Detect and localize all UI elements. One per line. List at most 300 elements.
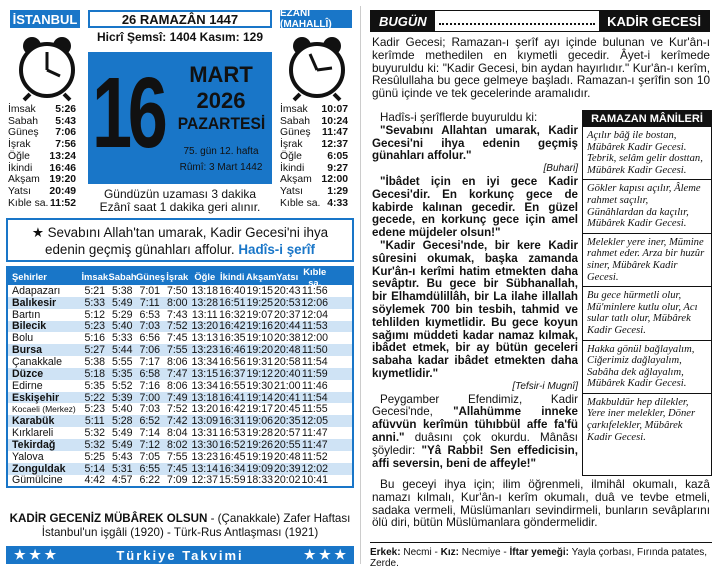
table-cell: 16:42 — [218, 403, 246, 416]
table-cell: 12:02 — [301, 462, 328, 475]
table-cell: 11:55 — [301, 403, 328, 416]
table-cell: 7:06 — [139, 344, 161, 357]
table-cell: 7:52 — [166, 320, 188, 333]
table-cell: 7:47 — [166, 367, 188, 380]
table-cell: 11:47 — [301, 438, 328, 451]
table-cell: 11:54 — [301, 355, 328, 368]
table-row — [8, 463, 352, 475]
table-cell: 5:35 — [111, 367, 133, 380]
city-times-table — [6, 266, 354, 488]
table-cell: 19:10 — [246, 332, 273, 345]
table-cell: 5:35 — [84, 379, 106, 392]
table-cell: 7:45 — [166, 462, 188, 475]
prayer-times-ezani — [280, 104, 348, 209]
page-divider — [360, 6, 361, 564]
daylight-length: Gündüzün uzaması 3 dakika — [103, 187, 257, 201]
prayer-time-row — [8, 116, 76, 128]
table-row — [8, 356, 352, 368]
prayer-time-value: 10:24 — [321, 115, 348, 127]
stars-right: ★ ★ ★ — [303, 547, 346, 562]
prayer-time-row — [280, 139, 348, 151]
prayer-time-value: 5:26 — [55, 104, 76, 115]
month-name: MART — [189, 62, 253, 87]
table-row — [8, 475, 352, 487]
table-cell: 19:20 — [246, 344, 273, 357]
table-cell: 6:53 — [139, 308, 161, 321]
table-cell: 5:25 — [84, 450, 106, 463]
table-cell: 8:06 — [166, 379, 188, 392]
prayer-time-label: Güneş — [280, 127, 311, 139]
table-cell: 18:33 — [246, 474, 273, 487]
table-cell: 13:18 — [191, 391, 218, 404]
prayer-time-value: 7:06 — [55, 127, 76, 139]
prayer-time-row — [8, 174, 76, 186]
hadis-source: Hadîs-i şerîf — [238, 242, 315, 257]
table-cell: 20:48 — [273, 450, 301, 463]
table-cell: 16:55 — [218, 379, 246, 392]
table-cell: 11:53 — [301, 320, 328, 333]
prayer-time-label: Güneş — [8, 127, 39, 139]
table-cell: 5:38 — [111, 284, 133, 297]
prayer-time-label: İkindi — [8, 162, 33, 174]
table-cell: 19:19 — [246, 450, 273, 463]
table-cell: 7:17 — [139, 355, 161, 368]
table-cell: 13:20 — [191, 320, 218, 333]
table-cell: 13:34 — [191, 379, 218, 392]
table-cell: 19:06 — [246, 415, 273, 428]
erkek-label: Erkek: — [370, 547, 401, 558]
city-label: İSTANBUL — [10, 10, 80, 28]
table-cell: 5:43 — [111, 450, 133, 463]
table-cell: 7:00 — [139, 391, 161, 404]
table-cell: 5:21 — [84, 284, 106, 297]
footer-bar — [6, 546, 354, 564]
prayer-time-label: Sabah — [280, 115, 311, 127]
table-cell: 5:49 — [111, 438, 133, 451]
table-cell: 8:06 — [166, 355, 188, 368]
bugun-label: BUGÜN — [371, 11, 435, 31]
table-cell: 19:14 — [246, 391, 273, 404]
hadis-box — [6, 218, 354, 262]
mani-verse: Gökler kapısı açılır, Âleme rahmet saçılır, Günâhlardan da kaçılır, Mübârek Kadir Gecesi. — [583, 180, 711, 233]
table-cell: 10:41 — [301, 474, 328, 487]
article-column — [372, 112, 578, 470]
table-cell: 16:34 — [218, 462, 246, 475]
column-header: İşrak — [166, 271, 189, 282]
table-cell: 20:58 — [273, 355, 301, 368]
table-cell: 13:30 — [191, 438, 218, 451]
date-box — [88, 52, 272, 184]
table-cell: 11:50 — [301, 344, 328, 357]
prayer-time-value: 13:24 — [49, 150, 76, 162]
table-row — [8, 392, 352, 404]
mani-verse: Melekler yere iner, Mümine rahmet eder. Arza bir huzûr siner, Mübârek Kadir Gecesi. — [583, 234, 711, 287]
table-cell: 19:26 — [246, 438, 273, 451]
table-cell: 7:09 — [166, 474, 188, 487]
table-cell: 20:53 — [273, 296, 301, 309]
table-cell: 6:52 — [139, 415, 161, 428]
table-cell: 20:55 — [273, 438, 301, 451]
mani-verse: Bu gece hürmetli olur, Mü'minlere kutlu olur, Acı sular tatlı olur, Mübârek Kadir Gecesi. — [583, 287, 711, 340]
table-cell: 13:15 — [191, 367, 218, 380]
table-cell: 11:54 — [301, 391, 328, 404]
table-row — [8, 321, 352, 333]
names-and-iftar: Erkek: Necmi - Kız: Necmiye - İftar yemeği: Yayla çorbası, Fırında patates, Zerde. — [370, 542, 712, 569]
table-cell: 5:40 — [111, 320, 133, 333]
quote-2: "İbâdet için en iyi gece Kadir Gecesi'dir. En korkunç gece de kabirde kalınan gecedir. En güzel gecede, en korkunç gece için amel edene müjdeler olsun!" — [372, 174, 578, 240]
table-cell: 13:18 — [191, 284, 218, 297]
table-cell: 12:05 — [301, 415, 328, 428]
table-cell: 7:43 — [166, 308, 188, 321]
prayer-time-value: 16:46 — [49, 162, 76, 174]
table-cell: 20:57 — [273, 427, 301, 440]
table-cell: 13:13 — [191, 332, 218, 345]
city-name: Balıkesir — [12, 296, 57, 309]
table-cell: 16:51 — [218, 296, 246, 309]
prayer-time-row — [8, 198, 76, 210]
table-cell: 11:59 — [301, 367, 328, 380]
hadis-intro: Hadîs-i şerîflerde buyuruldu ki: — [380, 111, 538, 124]
table-cell: 19:07 — [246, 308, 273, 321]
stars-left: ★ ★ ★ — [14, 547, 57, 562]
city-name: Karabük — [12, 415, 55, 428]
table-cell: 13:09 — [191, 415, 218, 428]
history-note: İstanbul'un işgâli (1920) - Türk-Rus Antlaşması (1921) — [41, 526, 319, 539]
table-cell: 7:05 — [139, 450, 161, 463]
table-cell: 5:52 — [111, 379, 133, 392]
mani-verse: Açılır bâğ ile bostan, Mübârek Kadir Gecesi. Tebrik, selâm gelir dosttan, Mübârek Kadir Gecesi. — [583, 127, 711, 180]
intro-text: Kadir Gecesi; Ramazan-ı şerîf ayı içinde bulunan ve Kur'ân-ı kerîmde methedilen en kıymetli gecedir. Âyet-i kerîmede buyuruldu ki: "Kadir Gecesi, bin aydan hayırlıdır." Kur'ân-ı kerîm, Resûlullaha bu gece gelmeye başladı. Ramazan-ı şerîfin son 10 günü içinde ve tek gecelerinde aramalıdır. — [372, 35, 710, 101]
table-cell: 7:45 — [166, 332, 188, 345]
city-name: Kırklareli — [12, 427, 54, 440]
meaning-text: duâsını çok okurdu. Mânâsı şöyledir: — [372, 430, 578, 457]
prayer-time-row — [8, 104, 76, 116]
table-cell: 6:58 — [139, 367, 161, 380]
table-cell: 5:32 — [84, 427, 106, 440]
source-1: [Buhari] — [543, 163, 578, 175]
table-cell: 7:16 — [139, 379, 161, 392]
table-cell: 6:55 — [139, 462, 161, 475]
city-name: Bilecik — [12, 320, 47, 333]
mani-verse: Hakka gönül bağlayalım, Ciğerimiz dağlayalım, Sabâha dek ağlayalım, Mübârek Kadir Gecesi. — [583, 341, 711, 394]
source-3: [Tefsir-i Mugnî] — [512, 380, 578, 392]
prayer-time-row — [280, 186, 348, 198]
table-cell: 5:11 — [84, 415, 105, 428]
table-cell: 13:11 — [191, 308, 218, 321]
prayer-time-value: 12:37 — [321, 139, 348, 151]
table-cell: 20:38 — [273, 332, 301, 345]
table-cell: 7:01 — [139, 284, 161, 297]
table-cell: 16:52 — [218, 438, 246, 451]
article-title: KADİR GECESİ — [599, 11, 709, 31]
city-name: Yalova — [12, 450, 44, 463]
table-cell: 20:37 — [273, 308, 301, 321]
mani-verse: Makbuldür hep dilekler, Yere iner melekler, Döner çarkıfelekler, Mübârek Kadir Gecesi. — [587, 396, 696, 443]
table-cell: 11:56 — [301, 284, 328, 297]
table-cell: 19:12 — [246, 367, 273, 380]
table-cell: 5:38 — [84, 355, 106, 368]
table-cell: 7:50 — [166, 284, 188, 297]
prayer-time-label: Akşam — [8, 174, 40, 186]
iftar-label: İftar yemeği: — [509, 547, 569, 558]
table-cell: 5:18 — [84, 367, 106, 380]
prayer-time-value: 5:43 — [55, 115, 76, 127]
table-row — [8, 309, 352, 321]
alarm-clock-icon — [282, 32, 352, 102]
day-number: 16 — [92, 57, 164, 169]
table-row — [8, 427, 352, 439]
table-cell: 4:42 — [84, 474, 106, 487]
prayer-times-vasati — [8, 104, 76, 209]
prayer-time-label: İşrak — [280, 139, 303, 151]
table-cell: 16:46 — [218, 344, 246, 357]
table-cell: 7:42 — [166, 415, 188, 428]
prayer-time-value: 1:29 — [327, 185, 348, 197]
prayer-time-label: Öğle — [280, 150, 302, 162]
table-cell: 21:00 — [273, 379, 301, 392]
article-conclusion: Bu geceyi ihya için; ilim öğrenmeli, ilmihâl okumalı, kazâ namazı kılmalı, Kur'ân-ı kerîm okumalı, duâ ve tevbe etmeli, sadaka vermeli, Müslümanları sevindirmeli, bunların sevâplarını ölü diri, bütün Müslümanlara göndermelidir. — [372, 477, 710, 530]
table-cell: 13:28 — [191, 296, 218, 309]
table-row — [8, 451, 352, 463]
prayer-time-value: 9:27 — [327, 162, 348, 174]
zafer-haftasi: - (Çanakkale) Zafer Haftası — [207, 512, 351, 525]
hadis-text: Sevabını Allah'tan umarak, Kadir Gecesi'ni ihya edenin geçmiş günahları affolur. — [45, 225, 329, 257]
table-cell: 5:49 — [111, 296, 133, 309]
prayer-time-label: Kıble sa. — [280, 197, 321, 209]
table-cell: 16:53 — [218, 427, 246, 440]
table-cell: 19:28 — [246, 427, 273, 440]
city-name: Bartın — [12, 308, 41, 321]
table-cell: 20:02 — [273, 474, 301, 487]
table-cell: 13:14 — [191, 462, 218, 475]
table-cell: 16:42 — [218, 320, 246, 333]
kiz-name: Necmiye — [461, 547, 501, 558]
quote-3: "Kadir Gecesi'nde, bir kere Kadir sûresini okumak, başka zamanda Kur'ân-ı kerîmi hatim etmekten daha sevâptır. Bu gece bir Sübhanallah, bir Elhamdülillâh, bir La ilahe illallah söylemek 700 bin tesbih, tahmid ve tehlilden kıymetlidir. Bu gece koyun sağımı müddeti kadar namaz kılmak, ibâdet etmek, bir ay bütün geceleri sabaha kadar ibâdet etmekten daha kıymetlidir." — [372, 238, 578, 380]
table-cell: 5:55 — [111, 355, 133, 368]
table-cell: 6:22 — [139, 474, 161, 487]
city-name: Adapazarı — [12, 284, 61, 297]
prayer-time-row — [280, 151, 348, 163]
table-cell: 12:06 — [301, 296, 328, 309]
table-cell: 16:41 — [218, 391, 246, 404]
quote-4: "Allahümme inneke afüvvün kerîmün tühıbbül affe fa'fü anni." — [372, 405, 578, 444]
alarm-clock-icon — [12, 32, 82, 102]
table-cell: 19:09 — [246, 462, 273, 475]
city-name: Zonguldak — [12, 462, 66, 475]
prayer-time-value: 6:05 — [327, 150, 348, 162]
table-cell: 16:40 — [218, 284, 246, 297]
city-name: Edirne — [12, 379, 43, 392]
table-cell: 20:40 — [273, 367, 301, 380]
table-cell: 20:45 — [273, 403, 301, 416]
column-header: Yatsı — [276, 271, 299, 282]
table-cell: 16:31 — [218, 415, 246, 428]
header-dots — [439, 17, 595, 25]
prayer-time-value: 10:07 — [321, 104, 348, 115]
prayer-time-row — [8, 186, 76, 198]
table-row — [8, 403, 352, 415]
table-cell: 11:46 — [301, 379, 328, 392]
prayer-time-row — [8, 151, 76, 163]
table-cell: 13:20 — [191, 403, 218, 416]
prayer-time-row — [8, 139, 76, 151]
kadir-greeting: KADİR GECENİZ MÜBÂREK OLSUN — [9, 512, 208, 525]
table-cell: 5:31 — [111, 462, 133, 475]
column-header: İmsak — [81, 271, 109, 282]
table-row — [8, 415, 352, 427]
table-body — [8, 285, 352, 486]
ezani-label: EZÂNÎ (MAHALLÎ) — [280, 10, 352, 28]
table-cell: 5:22 — [84, 391, 106, 404]
prayer-time-value: 20:49 — [49, 185, 76, 197]
prayer-time-label: Yatsı — [280, 185, 303, 197]
table-cell: 19:31 — [246, 355, 273, 368]
table-cell: 4:57 — [111, 474, 133, 487]
quote-5: "Yâ Rabbi! Sen effedicisin, affi seversin, beni de affeyle!" — [372, 443, 578, 470]
table-cell: 16:32 — [218, 308, 246, 321]
table-cell: 13:31 — [191, 427, 218, 440]
table-cell: 5:39 — [111, 391, 133, 404]
table-header — [8, 265, 352, 288]
prayer-time-label: İkindi — [280, 162, 305, 174]
prayer-time-label: Sabah — [8, 115, 39, 127]
calendar-right-page — [366, 6, 716, 569]
table-row — [8, 297, 352, 309]
prayer-time-label: Öğle — [8, 150, 30, 162]
table-cell: 12:00 — [301, 332, 328, 345]
table-row — [8, 285, 352, 297]
city-name: Eskişehir — [12, 391, 60, 404]
table-cell: 20:48 — [273, 344, 301, 357]
table-cell: 7:49 — [166, 391, 188, 404]
table-cell: 12:37 — [191, 474, 218, 487]
ezani-adjust: Ezânî saat 1 dakika geri alınır. — [99, 200, 261, 214]
iftar-menu: Yayla çorbası, Fırında patates, Zerde. — [370, 547, 708, 569]
prayer-time-value: 19:20 — [49, 174, 76, 186]
table-cell: 16:56 — [218, 355, 246, 368]
hijri-date: 26 RAMAZÂN 1447 — [88, 10, 272, 28]
table-cell: 13:23 — [191, 344, 218, 357]
day-of-year: 75. gün 12. hafta — [183, 146, 259, 157]
manileri-title: RAMAZAN MÂNİLERİ — [583, 111, 711, 127]
column-header: İkindi — [220, 271, 245, 282]
prayer-time-row — [280, 116, 348, 128]
prayer-time-value: 12:00 — [321, 174, 348, 186]
city-name: Tekirdağ — [12, 438, 56, 451]
city-name: Düzce — [12, 367, 44, 380]
table-cell: 5:44 — [111, 344, 133, 357]
table-cell: 5:23 — [84, 320, 106, 333]
city-name: Çanakkale — [12, 355, 63, 368]
table-cell: 5:16 — [84, 332, 106, 345]
table-cell: 5:12 — [84, 308, 106, 321]
star-icon: ★ — [31, 225, 44, 240]
prayer-time-value: 7:56 — [55, 139, 76, 151]
prayer-time-row — [8, 163, 76, 175]
table-cell: 11:47 — [301, 427, 328, 440]
prayer-time-label: Yatsı — [8, 185, 31, 197]
footer-title: Türkiye Takvimi — [116, 547, 244, 563]
table-cell: 8:00 — [166, 296, 188, 309]
table-cell: 15:59 — [218, 474, 246, 487]
mani-list — [583, 127, 711, 446]
city-name: Kocaeli (Merkez) — [12, 404, 76, 415]
table-cell: 5:49 — [111, 427, 133, 440]
prayer-time-value: 11:47 — [321, 127, 348, 139]
weekday: PAZARTESİ — [177, 114, 266, 133]
table-cell: 20:41 — [273, 391, 301, 404]
kiz-label: Kız: — [440, 547, 459, 558]
table-cell: 7:11 — [139, 296, 160, 309]
table-cell: 8:04 — [166, 427, 188, 440]
column-header: Güneş — [136, 271, 166, 282]
table-cell: 16:45 — [218, 450, 246, 463]
table-cell: 5:40 — [111, 403, 133, 416]
table-cell: 19:30 — [246, 379, 273, 392]
table-cell: 11:52 — [301, 450, 328, 463]
column-header: Kıble sa. — [303, 265, 327, 288]
table-cell: 13:23 — [191, 450, 218, 463]
kadir-message — [6, 512, 354, 540]
prayer-time-label: Kıble sa. — [8, 197, 49, 209]
section-header — [370, 10, 710, 32]
erkek-name: Necmi — [403, 547, 432, 558]
table-row — [8, 344, 352, 356]
city-name: Bolu — [12, 332, 34, 345]
table-cell: 5:27 — [84, 344, 106, 357]
prayer-time-label: İşrak — [8, 139, 31, 151]
table-cell: 5:32 — [84, 438, 106, 451]
city-name: Bursa — [12, 344, 43, 357]
table-cell: 20:35 — [273, 415, 301, 428]
table-cell: 19:17 — [246, 403, 273, 416]
column-header: Şehirler — [12, 271, 47, 282]
table-cell: 7:03 — [139, 320, 161, 333]
table-cell: 12:04 — [301, 308, 328, 321]
table-cell: 7:03 — [139, 403, 161, 416]
ramazan-manileri-box — [582, 110, 712, 476]
table-cell: 19:16 — [246, 320, 273, 333]
table-cell: 16:37 — [218, 367, 246, 380]
prophet-text: Peygamber Efendimiz, Kadir Gecesi'nde, — [372, 392, 578, 419]
table-cell: 5:28 — [111, 415, 133, 428]
table-row — [8, 332, 352, 344]
prayer-time-row — [280, 104, 348, 116]
table-cell: 20:43 — [273, 284, 301, 297]
prayer-time-row — [8, 127, 76, 139]
table-cell: 7:55 — [166, 344, 188, 357]
table-cell: 5:23 — [84, 403, 106, 416]
prayer-time-row — [280, 127, 348, 139]
calendar-left-page — [4, 6, 356, 566]
prayer-time-value: 11:52 — [49, 197, 76, 209]
rumi-date: Rûmî: 3 Mart 1442 — [179, 162, 263, 173]
daylight-note — [88, 188, 272, 214]
year: 2026 — [196, 88, 246, 113]
table-row — [8, 439, 352, 451]
table-cell: 19:25 — [246, 296, 273, 309]
table-cell: 13:34 — [191, 355, 218, 368]
table-cell: 7:14 — [139, 427, 161, 440]
table-cell: 20:39 — [273, 462, 301, 475]
prayer-time-value: 4:33 — [327, 197, 348, 209]
city-name: Gümülcine — [12, 474, 63, 487]
column-header: Sabah — [108, 271, 137, 282]
table-cell: 5:33 — [111, 332, 133, 345]
table-cell: 7:12 — [139, 438, 161, 451]
table-cell: 6:56 — [139, 332, 161, 345]
prayer-time-row — [280, 174, 348, 186]
